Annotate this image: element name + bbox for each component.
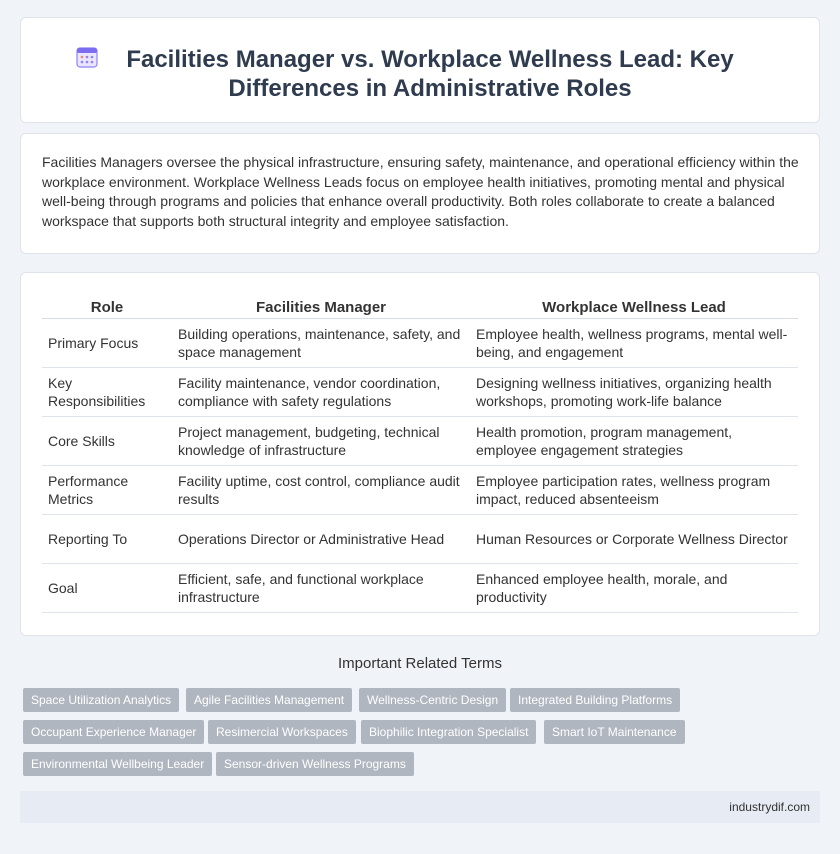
intro-card [20,133,820,254]
related-term-tag[interactable]: Occupant Experience Manager [23,720,204,744]
table-header-row [42,296,798,319]
comparison-table [42,296,798,613]
header-role: Role [42,296,172,319]
facilities-cell: Building operations, maintenance, safety, and space management [172,319,470,368]
wellness-cell: Human Resources or Corporate Wellness Director [470,515,798,564]
related-term-tag[interactable]: Agile Facilities Management [186,688,352,712]
facilities-cell: Project management, budgeting, technical knowledge of infrastructure [172,417,470,466]
row-label: Primary Focus [42,319,172,368]
wellness-cell: Employee health, wellness programs, mental well-being, and engagement [470,319,798,368]
facilities-cell: Efficient, safe, and functional workplace infrastructure [172,564,470,613]
table-row [42,319,798,368]
table-row [42,466,798,515]
wellness-cell: Employee participation rates, wellness program impact, reduced absenteeism [470,466,798,515]
row-label: Key Responsibilities [42,368,172,417]
related-term-tag[interactable]: Biophilic Integration Specialist [361,720,536,744]
table-card [20,272,820,636]
related-term-tag[interactable]: Resimercial Workspaces [208,720,356,744]
page-title: Facilities Manager vs. Workplace Wellness Lead: Key Differences in Administrative Roles [126,46,734,102]
wellness-cell: Enhanced employee health, morale, and productivity [470,564,798,613]
facilities-cell: Operations Director or Administrative Head [172,515,470,564]
table-row [42,564,798,613]
table-row [42,417,798,466]
related-terms-title: Important Related Terms [338,655,502,672]
header-facilities-manager: Facilities Manager [172,296,470,319]
footer-bar [20,791,820,823]
facilities-cell: Facility maintenance, vendor coordination, compliance with safety regulations [172,368,470,417]
table-row [42,368,798,417]
row-label: Reporting To [42,515,172,564]
wellness-cell: Designing wellness initiatives, organizing health workshops, promoting work-life balance [470,368,798,417]
table-row [42,515,798,564]
calendar-icon [76,46,98,68]
header-workplace-wellness-lead: Workplace Wellness Lead [470,296,798,319]
related-term-tag[interactable]: Sensor-driven Wellness Programs [216,752,414,776]
title-card [20,17,820,123]
related-term-tag[interactable]: Space Utilization Analytics [23,688,179,712]
related-term-tag[interactable]: Wellness-Centric Design [359,688,506,712]
related-term-tag[interactable]: Smart IoT Maintenance [544,720,685,744]
related-term-tag[interactable]: Integrated Building Platforms [510,688,680,712]
title-wrap [61,45,799,103]
row-label: Performance Metrics [42,466,172,515]
intro-paragraph: Facilities Managers oversee the physical infrastructure, ensuring safety, maintenance, and operational efficiency within the workplace environment. Workplace Wellness Leads focus on employee health initiatives, promoting mental and physical well-being through programs and policies that enhance overall productivity. Both roles collaborate to create a balanced workspace that supports both structural integrity and employee satisfaction. [42,154,799,229]
wellness-cell: Health promotion, program management, employee engagement strategies [470,417,798,466]
row-label: Core Skills [42,417,172,466]
facilities-cell: Facility uptime, cost control, compliance audit results [172,466,470,515]
related-term-tag[interactable]: Environmental Wellbeing Leader [23,752,212,776]
footer-site[interactable]: industrydif.com [729,800,810,814]
row-label: Goal [42,564,172,613]
